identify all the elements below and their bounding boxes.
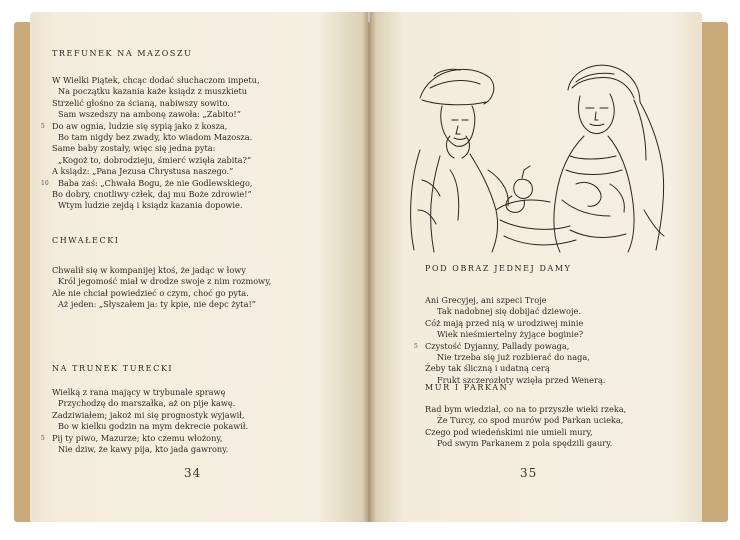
poem-line [52, 444, 248, 455]
poem-line [52, 132, 260, 143]
poem-line-text: A ksiądz: „Pana Jezusa Chrystusa naszego.” [52, 166, 234, 177]
page-number: 35 [520, 466, 538, 480]
poem-line-text: Wiek nieśmiertelny żyjące boginie? [437, 329, 584, 340]
poem-line [52, 143, 260, 154]
poem-body [414, 295, 606, 386]
poem-line [52, 189, 260, 200]
poem-line-text: Ani Grecyjej, ani szpeci Troje [425, 295, 547, 305]
poem-line-text: Wielką z rana mający w trybunale sprawę [52, 387, 226, 397]
poem-line-text: Bo dobry, cnotliwy człek, daj mu Boże zdrowie!” [52, 189, 252, 200]
poem-line [425, 306, 605, 317]
poem-line [52, 155, 260, 166]
poem-line-text: Czystość Dyjanny, Pallady powaga, [425, 340, 570, 351]
poem-line [52, 265, 271, 276]
poem-line [425, 295, 605, 306]
poem-line [425, 427, 626, 438]
poem-title: POD OBRAZ JEDNEJ DAMY [425, 264, 572, 273]
poem-line-text: Nie dziw, że kawy pija, kto jada gawrony. [58, 444, 229, 455]
poem-body [41, 75, 260, 212]
poem-line [425, 438, 626, 449]
poem-title: TREFUNEK NA MAZOSZU [52, 49, 193, 58]
poem-line [425, 329, 605, 340]
poem-line-text: Żeby tak śliczną i udatną cerą [425, 363, 550, 374]
poem-line-text: Baba zaś: „Chwała Bogu, że nie Godlewskiego, [58, 177, 253, 188]
poem-body [425, 404, 626, 450]
poem-line-text: Sam wszedszy na ambonę zawoła: „Zabito!” [58, 109, 241, 120]
line-number: 5 [41, 122, 45, 130]
poem-line [52, 166, 260, 177]
poem-line-text: Rad bym wiedział, co na to przyszłe wieki rzeka, [425, 404, 627, 414]
poem-line-text: Tak nadobnej się dobijać dziewoje. [437, 306, 581, 317]
line-number: 5 [41, 434, 45, 442]
poem-line-text: Strzelić głośno za ścianą, nabiwszy sowito. [52, 97, 230, 108]
poem-body [41, 387, 249, 455]
poem-line-text: Cóż mają przed nią w urodziwej minie [425, 317, 584, 328]
poem-line [52, 299, 271, 310]
poem-line [52, 421, 248, 432]
poem-line [425, 363, 605, 374]
poem-line-text: Król jegomość miał w drodze swoje z nim rozmowy, [58, 276, 272, 287]
poem-line-text: Wtym ludzie zejdą i ksiądz kazania dopowie. [58, 200, 243, 211]
poem-line [52, 98, 260, 109]
poem-line [41, 177, 260, 189]
poem-line-text: Na początku kazania każe ksiądz z muszkietu [58, 86, 248, 97]
line-number: 10 [41, 179, 49, 187]
poem-line [425, 318, 605, 329]
poem-line-text: W Wielki Piątek, chcąc dodać słuchaczom impetu, [52, 75, 260, 85]
poem-body [52, 265, 271, 311]
poem-line-text: Ale nie chciał powiedzieć o czym, choć go pyta. [52, 287, 249, 298]
poem-line-text: Czego pod wiedeńskimi nie umieli mury, [425, 426, 593, 437]
poem-line [414, 340, 605, 352]
poem-title: CHWAŁECKI [52, 236, 120, 245]
poem-line-text: Pod swym Parkanem z pola spędzili gaury. [437, 438, 613, 449]
poem-line-text: Same baby zostały, więc się jedna pyta: [52, 143, 216, 154]
poem-line [425, 404, 626, 415]
poem-line [52, 86, 260, 97]
poem-line-text: Przychodzę do marszałka, aż on pije kawę. [58, 398, 236, 409]
poem-line [52, 200, 260, 211]
poem-line [52, 288, 271, 299]
poem-line-text: Do aw ognia, ludzie się sypią jako z kosza, [52, 120, 228, 131]
poem-line [52, 410, 248, 421]
poem-line-text: Aż jeden: „Słyszałem ja: ty kpie, nie depc żyta!” [58, 299, 256, 310]
poem-line-text: Nie trzeba się już rozbierać do naga, [437, 352, 590, 363]
poem-line [52, 75, 260, 86]
poem-line [52, 387, 248, 398]
ink-drawing-two-figures-icon [400, 60, 670, 255]
book-gutter [362, 12, 376, 522]
poem-line-text: Bo w kielku godzin na mym dekrecie pokawił. [58, 421, 249, 432]
poem-line-text: Że Turcy, co spod murów pod Parkan ucieka, [437, 415, 624, 426]
poem-line [41, 432, 248, 444]
poem-line-text: Zadziwiałem; jakoż mi się prognostyk wyjawił, [52, 409, 245, 420]
poem-line-text: Chwalił się w kompanijej ktoś, że jadąc w łowy [52, 265, 246, 275]
poem-line-text: Bo tam nigdy bez zwady, kto wiadom Mazosza. [58, 132, 253, 143]
poem-line [41, 120, 260, 132]
poem-line-text: Frukt szczerozłoty wzięła przed Wenerą. [437, 374, 606, 385]
poem-line-text: Pij ty piwo, Mazurze; kto czemu włożony, [52, 432, 223, 443]
page-number: 34 [184, 466, 202, 480]
poem-title: MUR I PARKAN [425, 383, 509, 392]
poem-line [425, 415, 626, 426]
poem-title: NA TRUNEK TURECKI [52, 364, 174, 373]
poem-line [52, 109, 260, 120]
poem-line [52, 398, 248, 409]
line-number: 5 [414, 342, 418, 350]
poem-line [425, 352, 605, 363]
poem-line-text: „Kogoż to, dobrodzieju, śmierć wzięła zabita?” [58, 154, 252, 165]
poem-line [52, 276, 271, 287]
